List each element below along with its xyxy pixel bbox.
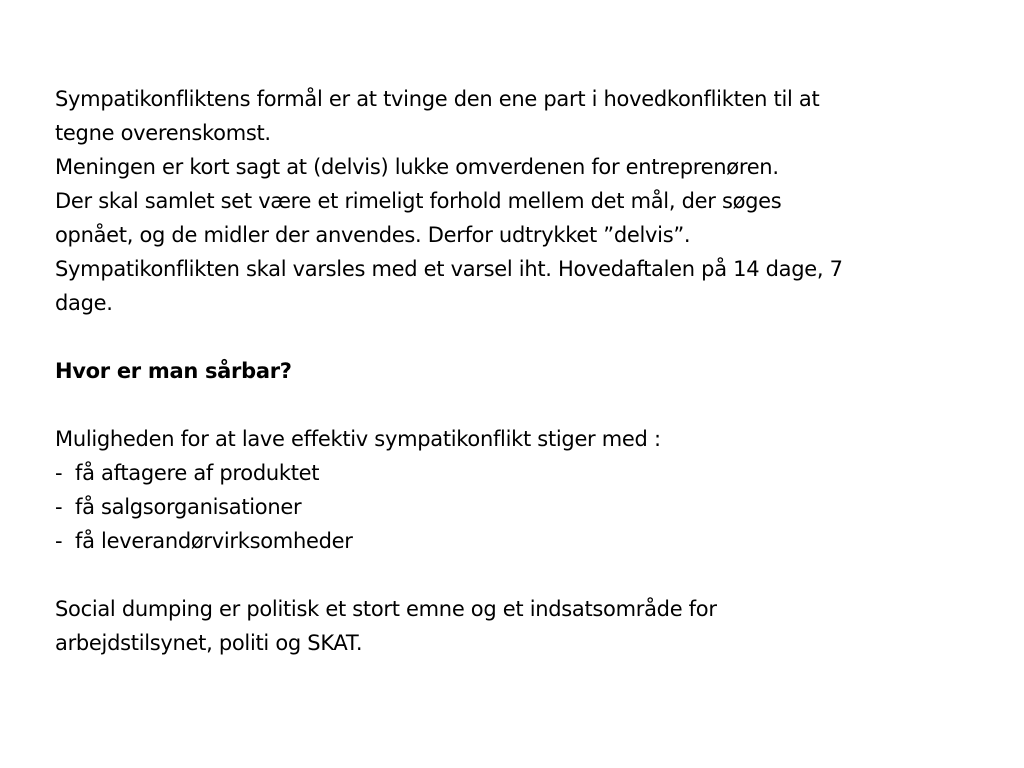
list-item: [55, 524, 955, 558]
paragraph-line: opnået, og de midler der anvendes. Derfor udtrykket ”delvis”.: [55, 223, 691, 247]
paragraph-line: dage.: [55, 291, 113, 315]
paragraph-line: Meningen er kort sagt at (delvis) lukke omverdenen for entreprenøren.: [55, 155, 779, 179]
paragraph-line: arbejdstilsynet, politi og SKAT.: [55, 631, 363, 655]
paragraph-line: Der skal samlet set være et rimeligt forhold mellem det mål, der søges: [55, 189, 782, 213]
list-intro: Muligheden for at lave effektiv sympatikonflikt stiger med :: [55, 427, 661, 451]
spacer: [55, 558, 955, 592]
bullet-marker: -: [55, 495, 63, 519]
paragraph-line: Social dumping er politisk et stort emne og et indsatsområde for: [55, 597, 717, 621]
list-item: [55, 490, 955, 524]
paragraph-line: Sympatikonflikten skal varsles med et varsel iht. Hovedaftalen på 14 dage, 7: [55, 257, 843, 281]
paragraph-line: tegne overenskomst.: [55, 121, 271, 145]
section-heading: Hvor er man sårbar?: [55, 359, 292, 383]
spacer: [55, 388, 955, 422]
list-item: [55, 456, 955, 490]
slide-text-body: [55, 82, 955, 660]
list-item-text: få salgsorganisationer: [75, 495, 302, 519]
spacer: [55, 320, 955, 354]
paragraph-line: Sympatikonfliktens formål er at tvinge den ene part i hovedkonflikten til at: [55, 87, 820, 111]
bullet-marker: -: [55, 529, 63, 553]
bullet-marker: -: [55, 461, 63, 485]
list-item-text: få leverandørvirksomheder: [75, 529, 353, 553]
list-item-text: få aftagere af produktet: [75, 461, 320, 485]
